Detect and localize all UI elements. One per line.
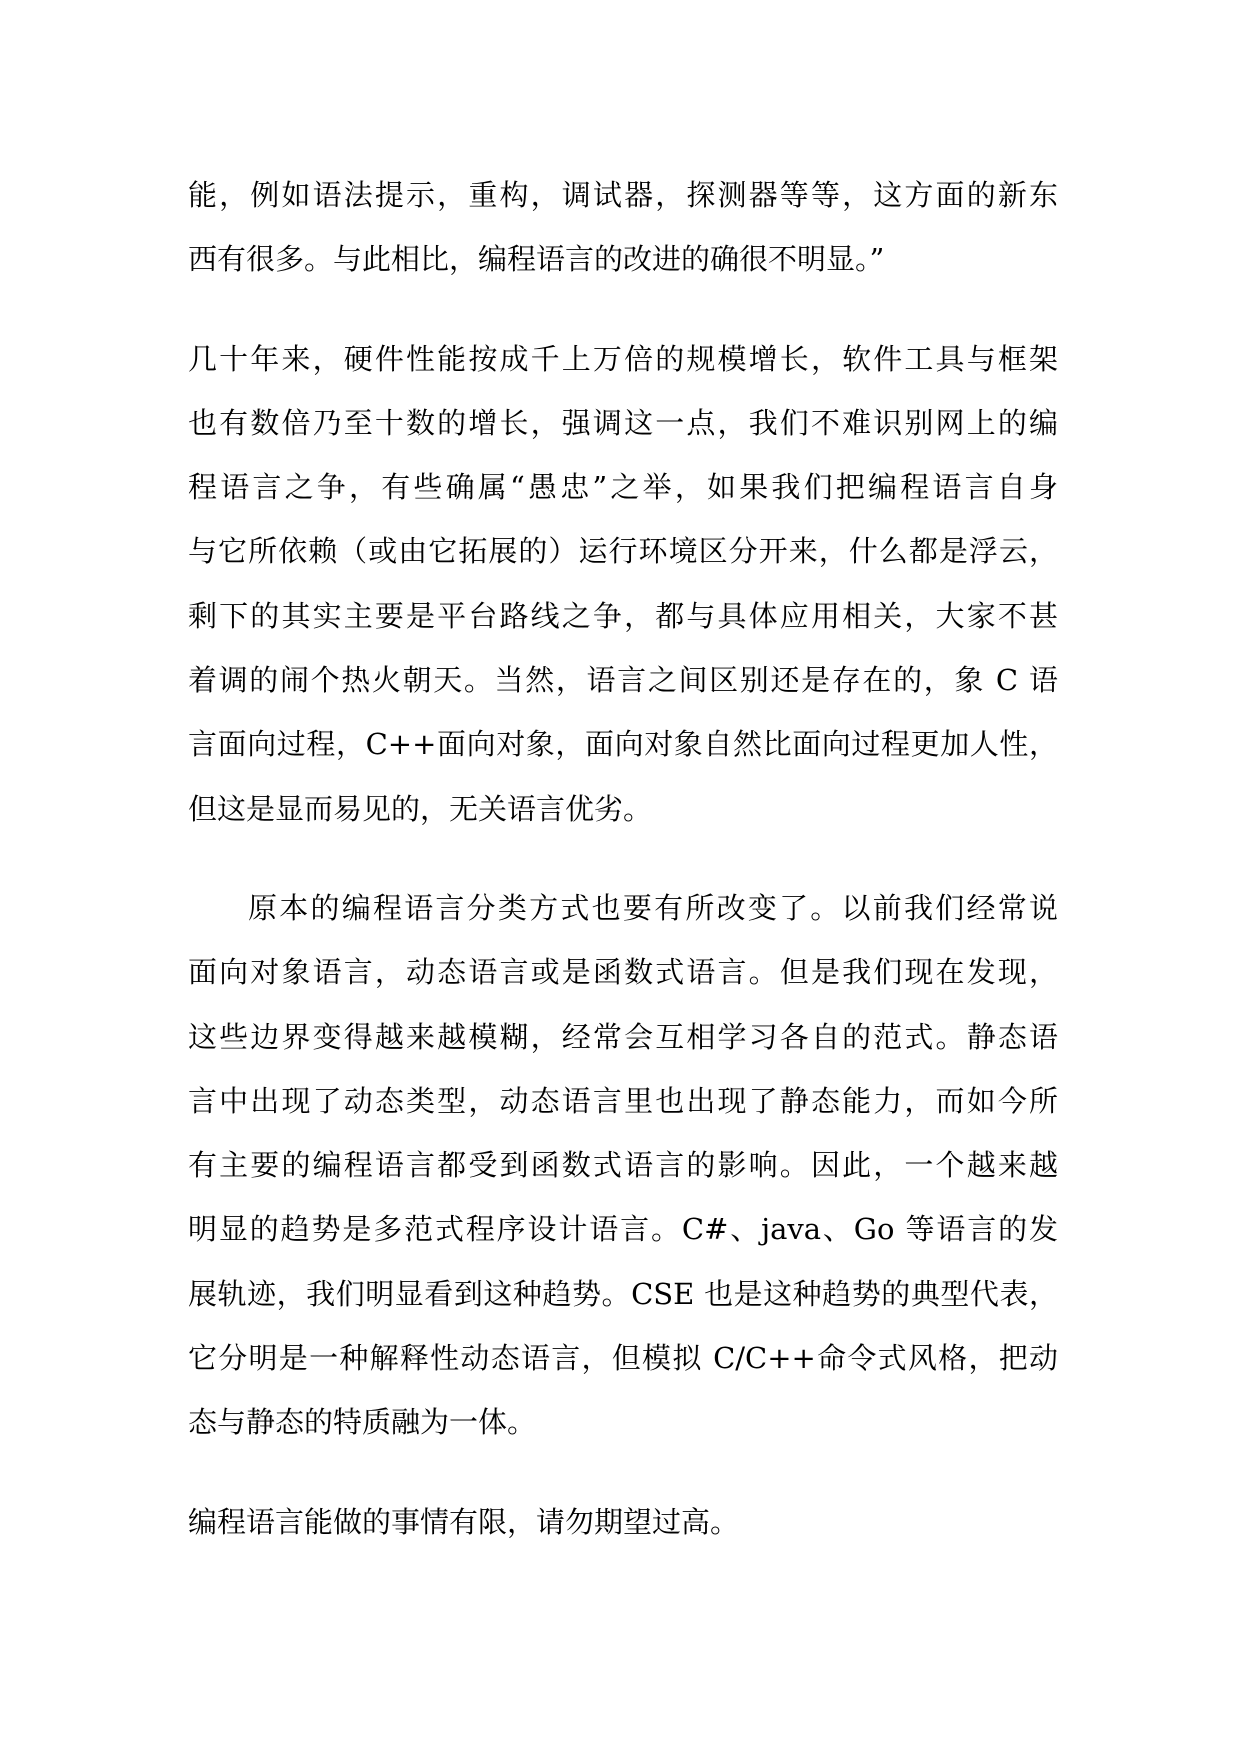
paragraph-2 (188, 327, 1058, 841)
text-line: 剩下的其实主要是平台路线之争，都与具体应用相关，大家不甚 (188, 598, 1058, 633)
text-line: 西有很多。与此相比，编程语言的改进的确很不明显。” (188, 242, 885, 277)
text-line: 但这是显而易见的，无关语言优劣。 (188, 791, 653, 826)
text-line: 言中出现了动态类型，动态语言里也出现了静态能力，而如今所 (188, 1083, 1058, 1118)
text-line: 着调的闹个热火朝天。当然，语言之间区别还是存在的，象 C 语 (188, 663, 1058, 698)
text-line: 它分明是一种解释性动态语言，但模拟 C/C++命令式风格，把动 (188, 1341, 1058, 1376)
text-line: 原本的编程语言分类方式也要有所改变了。以前我们经常说 (248, 890, 1058, 925)
text-line: 编程语言能做的事情有限，请勿期望过高。 (188, 1504, 740, 1539)
paragraph-4 (188, 1490, 1058, 1554)
text-line: 这些边界变得越来越模糊，经常会互相学习各自的范式。静态语 (188, 1019, 1058, 1054)
text-line: 明显的趋势是多范式程序设计语言。C#、java、Go 等语言的发 (188, 1212, 1058, 1247)
paragraph-1 (188, 163, 1058, 292)
document-body (188, 163, 1058, 1554)
text-line: 也有数倍乃至十数的增长，强调这一点，我们不难识别网上的编 (188, 405, 1058, 440)
text-line: 展轨迹，我们明显看到这种趋势。CSE 也是这种趋势的典型代表， (188, 1276, 1058, 1311)
text-line: 面向对象语言，动态语言或是函数式语言。但是我们现在发现， (188, 955, 1058, 990)
text-line: 几十年来，硬件性能按成千上万倍的规模增长，软件工具与框架 (188, 341, 1058, 376)
text-line: 言面向过程，C++面向对象，面向对象自然比面向过程更加人性， (188, 727, 1058, 762)
text-line: 程语言之争，有些确属“愚忠”之举，如果我们把编程语言自身 (188, 470, 1058, 505)
paragraph-3 (188, 876, 1058, 1455)
text-line: 有主要的编程语言都受到函数式语言的影响。因此，一个越来越 (188, 1148, 1058, 1183)
text-line: 态与静态的特质融为一体。 (188, 1405, 537, 1440)
text-line: 能，例如语法提示，重构，调试器，探测器等等，这方面的新东 (188, 178, 1058, 212)
text-line: 与它所依赖（或由它拓展的）运行环境区分开来，什么都是浮云， (188, 534, 1058, 569)
